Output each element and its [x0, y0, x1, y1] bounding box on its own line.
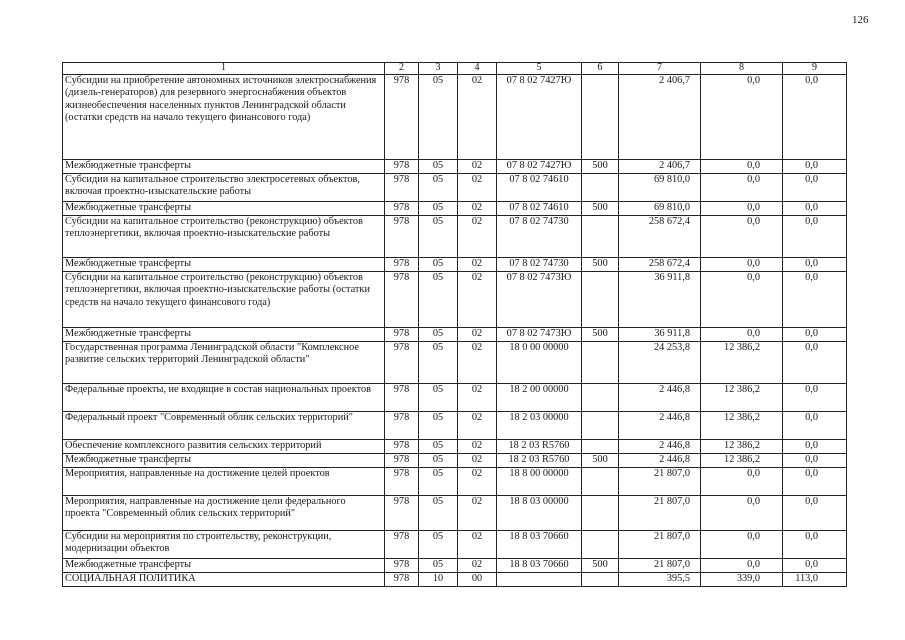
- row-amount-year1: 2 446,8: [619, 454, 701, 468]
- header-row: [63, 63, 847, 75]
- row-amount-year1: 24 253,8: [619, 342, 701, 384]
- row-target-article: 18 8 03 70660: [497, 559, 582, 573]
- row-amount-year2: 0,0: [701, 272, 783, 328]
- row-name: Мероприятия, направленные на достижение целей проектов: [63, 468, 385, 496]
- row-code-section: 05: [419, 174, 458, 202]
- row-amount-year1: 21 807,0: [619, 531, 701, 559]
- row-code-subsection: 00: [458, 573, 497, 587]
- row-code-section: 05: [419, 216, 458, 258]
- table-row: [63, 342, 847, 384]
- header-cell: 1: [63, 63, 385, 75]
- row-code-section: 05: [419, 272, 458, 328]
- row-code-subsection: 02: [458, 216, 497, 258]
- table-row: [63, 559, 847, 573]
- row-name: Межбюджетные трансферты: [63, 202, 385, 216]
- row-name: Межбюджетные трансферты: [63, 559, 385, 573]
- row-expense-type: [582, 468, 619, 496]
- page-number: 126: [852, 14, 869, 26]
- row-target-article: 18 8 03 00000: [497, 496, 582, 531]
- row-code-section: 05: [419, 328, 458, 342]
- row-expense-type: [582, 272, 619, 328]
- row-amount-year1: 395,5: [619, 573, 701, 587]
- row-amount-year3: 0,0: [783, 496, 847, 531]
- row-target-article: 18 2 03 00000: [497, 412, 582, 440]
- row-amount-year3: 0,0: [783, 258, 847, 272]
- budget-table: [62, 62, 847, 587]
- row-amount-year3: 0,0: [783, 202, 847, 216]
- row-name: Субсидии на капитальное строительство (реконструкцию) объектов теплоэнергетики, включая проектно-изыскательские работы (остатки средств на начало текущего финансового года): [63, 272, 385, 328]
- row-amount-year1: 2 446,8: [619, 412, 701, 440]
- header-cell: 7: [619, 63, 701, 75]
- row-amount-year3: 0,0: [783, 531, 847, 559]
- table-row: [63, 454, 847, 468]
- row-code-section: 05: [419, 559, 458, 573]
- row-code-ministry: 978: [385, 384, 419, 412]
- row-target-article: 07 8 02 74730: [497, 216, 582, 258]
- row-name: Субсидии на капитальное строительство электросетевых объектов, включая проектно-изыскательские работы: [63, 174, 385, 202]
- row-code-ministry: 978: [385, 342, 419, 384]
- table-row: [63, 202, 847, 216]
- row-code-ministry: 978: [385, 216, 419, 258]
- row-amount-year3: 0,0: [783, 75, 847, 160]
- row-expense-type: [582, 496, 619, 531]
- row-amount-year1: 2 446,8: [619, 384, 701, 412]
- row-code-section: 05: [419, 454, 458, 468]
- table-row: [63, 216, 847, 258]
- row-name: Субсидии на капитальное строительство (реконструкцию) объектов теплоэнергетики, включая проектно-изыскательские работы: [63, 216, 385, 258]
- row-amount-year2: 12 386,2: [701, 454, 783, 468]
- row-amount-year2: 0,0: [701, 468, 783, 496]
- row-target-article: 18 8 00 00000: [497, 468, 582, 496]
- row-code-section: 05: [419, 531, 458, 559]
- row-name: Межбюджетные трансферты: [63, 328, 385, 342]
- row-code-subsection: 02: [458, 454, 497, 468]
- row-target-article: 07 8 02 7473Ю: [497, 328, 582, 342]
- row-expense-type: [582, 384, 619, 412]
- row-code-section: 05: [419, 440, 458, 454]
- row-code-section: 05: [419, 202, 458, 216]
- row-code-ministry: 978: [385, 531, 419, 559]
- table-row: [63, 573, 847, 587]
- row-name: СОЦИАЛЬНАЯ ПОЛИТИКА: [63, 573, 385, 587]
- row-code-ministry: 978: [385, 328, 419, 342]
- row-amount-year2: 0,0: [701, 202, 783, 216]
- table-row: [63, 496, 847, 531]
- row-amount-year3: 0,0: [783, 272, 847, 328]
- row-amount-year2: 0,0: [701, 75, 783, 160]
- row-name: Субсидии на приобретение автономных источников электроснабжения (дизель-генераторов) для резервного энергоснабжения объектов жизнеобеспечения населенных пунктов Ленинградской области (остатки средств на начало текущего финансового года): [63, 75, 385, 160]
- row-code-ministry: 978: [385, 174, 419, 202]
- row-code-ministry: 978: [385, 454, 419, 468]
- table-row: [63, 412, 847, 440]
- row-name: Федеральный проект "Современный облик сельских территорий": [63, 412, 385, 440]
- row-code-ministry: 978: [385, 573, 419, 587]
- row-code-section: 05: [419, 496, 458, 531]
- header-cell: 8: [701, 63, 783, 75]
- row-code-subsection: 02: [458, 531, 497, 559]
- row-code-ministry: 978: [385, 75, 419, 160]
- row-name: Федеральные проекты, не входящие в состав национальных проектов: [63, 384, 385, 412]
- row-amount-year2: 12 386,2: [701, 384, 783, 412]
- row-code-subsection: 02: [458, 468, 497, 496]
- row-expense-type: [582, 440, 619, 454]
- header-cell: 5: [497, 63, 582, 75]
- row-amount-year2: 0,0: [701, 559, 783, 573]
- row-name: Межбюджетные трансферты: [63, 258, 385, 272]
- row-code-subsection: 02: [458, 342, 497, 384]
- row-code-subsection: 02: [458, 440, 497, 454]
- row-amount-year3: 0,0: [783, 216, 847, 258]
- row-expense-type: 500: [582, 454, 619, 468]
- row-amount-year3: 0,0: [783, 342, 847, 384]
- row-amount-year1: 69 810,0: [619, 174, 701, 202]
- table-row: [63, 468, 847, 496]
- row-target-article: 18 2 00 00000: [497, 384, 582, 412]
- row-amount-year2: 0,0: [701, 328, 783, 342]
- row-target-article: 07 8 02 7427Ю: [497, 160, 582, 174]
- row-amount-year1: 21 807,0: [619, 496, 701, 531]
- row-code-section: 10: [419, 573, 458, 587]
- row-amount-year1: 258 672,4: [619, 216, 701, 258]
- row-target-article: 18 2 03 R5760: [497, 454, 582, 468]
- row-target-article: 07 8 02 7473Ю: [497, 272, 582, 328]
- row-amount-year3: 0,0: [783, 440, 847, 454]
- header-cell: 9: [783, 63, 847, 75]
- row-name: Межбюджетные трансферты: [63, 454, 385, 468]
- row-code-ministry: 978: [385, 160, 419, 174]
- row-target-article: 18 8 03 70660: [497, 531, 582, 559]
- row-amount-year1: 36 911,8: [619, 328, 701, 342]
- row-expense-type: 500: [582, 202, 619, 216]
- row-expense-type: [582, 412, 619, 440]
- table-row: [63, 75, 847, 160]
- row-amount-year3: 0,0: [783, 468, 847, 496]
- row-code-subsection: 02: [458, 496, 497, 531]
- row-amount-year1: 69 810,0: [619, 202, 701, 216]
- row-amount-year3: 0,0: [783, 559, 847, 573]
- row-amount-year1: 36 911,8: [619, 272, 701, 328]
- row-code-ministry: 978: [385, 496, 419, 531]
- row-code-ministry: 978: [385, 258, 419, 272]
- row-name: Государственная программа Ленинградской области "Комплексное развитие сельских территорий Ленинградской области": [63, 342, 385, 384]
- header-cell: 3: [419, 63, 458, 75]
- row-code-ministry: 978: [385, 559, 419, 573]
- row-code-ministry: 978: [385, 468, 419, 496]
- row-amount-year3: 0,0: [783, 174, 847, 202]
- row-code-subsection: 02: [458, 75, 497, 160]
- row-expense-type: 500: [582, 559, 619, 573]
- row-expense-type: [582, 75, 619, 160]
- row-name: Обеспечение комплексного развития сельских территорий: [63, 440, 385, 454]
- row-expense-type: 500: [582, 258, 619, 272]
- row-amount-year2: 12 386,2: [701, 342, 783, 384]
- row-expense-type: [582, 174, 619, 202]
- header-cell: 6: [582, 63, 619, 75]
- row-code-subsection: 02: [458, 258, 497, 272]
- row-amount-year2: 12 386,2: [701, 440, 783, 454]
- row-code-section: 05: [419, 468, 458, 496]
- row-expense-type: [582, 573, 619, 587]
- row-target-article: 07 8 02 7427Ю: [497, 75, 582, 160]
- row-code-subsection: 02: [458, 272, 497, 328]
- row-target-article: 18 2 03 R5760: [497, 440, 582, 454]
- row-amount-year2: 12 386,2: [701, 412, 783, 440]
- row-code-subsection: 02: [458, 384, 497, 412]
- row-amount-year2: 0,0: [701, 160, 783, 174]
- row-amount-year2: 339,0: [701, 573, 783, 587]
- row-amount-year2: 0,0: [701, 174, 783, 202]
- row-code-section: 05: [419, 75, 458, 160]
- row-code-ministry: 978: [385, 412, 419, 440]
- table-row: [63, 160, 847, 174]
- row-code-ministry: 978: [385, 202, 419, 216]
- table-row: [63, 531, 847, 559]
- row-amount-year3: 0,0: [783, 454, 847, 468]
- row-target-article: 07 8 02 74610: [497, 174, 582, 202]
- row-code-subsection: 02: [458, 412, 497, 440]
- row-expense-type: 500: [582, 328, 619, 342]
- row-amount-year3: 0,0: [783, 160, 847, 174]
- row-amount-year3: 0,0: [783, 412, 847, 440]
- table-row: [63, 272, 847, 328]
- row-amount-year1: 21 807,0: [619, 468, 701, 496]
- row-amount-year1: 2 406,7: [619, 75, 701, 160]
- row-target-article: 07 8 02 74610: [497, 202, 582, 216]
- table-row: [63, 384, 847, 412]
- row-amount-year1: 21 807,0: [619, 559, 701, 573]
- row-expense-type: [582, 216, 619, 258]
- row-code-subsection: 02: [458, 328, 497, 342]
- row-code-subsection: 02: [458, 160, 497, 174]
- header-cell: 4: [458, 63, 497, 75]
- row-name: Субсидии на мероприятия по строительству, реконструкции, модернизации объектов: [63, 531, 385, 559]
- table-row: [63, 174, 847, 202]
- row-amount-year1: 258 672,4: [619, 258, 701, 272]
- row-expense-type: [582, 531, 619, 559]
- row-name: Мероприятия, направленные на достижение цели федерального проекта "Современный облик сельских территорий": [63, 496, 385, 531]
- row-target-article: 18 0 00 00000: [497, 342, 582, 384]
- row-code-section: 05: [419, 384, 458, 412]
- row-expense-type: [582, 342, 619, 384]
- row-code-section: 05: [419, 258, 458, 272]
- row-amount-year1: 2 406,7: [619, 160, 701, 174]
- table-row: [63, 258, 847, 272]
- row-code-subsection: 02: [458, 174, 497, 202]
- row-code-section: 05: [419, 342, 458, 384]
- row-amount-year3: 0,0: [783, 328, 847, 342]
- table-row: [63, 328, 847, 342]
- row-amount-year2: 0,0: [701, 258, 783, 272]
- row-code-subsection: 02: [458, 202, 497, 216]
- row-amount-year2: 0,0: [701, 531, 783, 559]
- row-amount-year3: 113,0: [783, 573, 847, 587]
- row-amount-year1: 2 446,8: [619, 440, 701, 454]
- header-cell: 2: [385, 63, 419, 75]
- row-amount-year3: 0,0: [783, 384, 847, 412]
- row-code-ministry: 978: [385, 440, 419, 454]
- row-name: Межбюджетные трансферты: [63, 160, 385, 174]
- row-code-section: 05: [419, 412, 458, 440]
- row-target-article: [497, 573, 582, 587]
- row-code-section: 05: [419, 160, 458, 174]
- row-code-subsection: 02: [458, 559, 497, 573]
- row-expense-type: 500: [582, 160, 619, 174]
- row-amount-year2: 0,0: [701, 496, 783, 531]
- row-target-article: 07 8 02 74730: [497, 258, 582, 272]
- row-code-ministry: 978: [385, 272, 419, 328]
- row-amount-year2: 0,0: [701, 216, 783, 258]
- table-row: [63, 440, 847, 454]
